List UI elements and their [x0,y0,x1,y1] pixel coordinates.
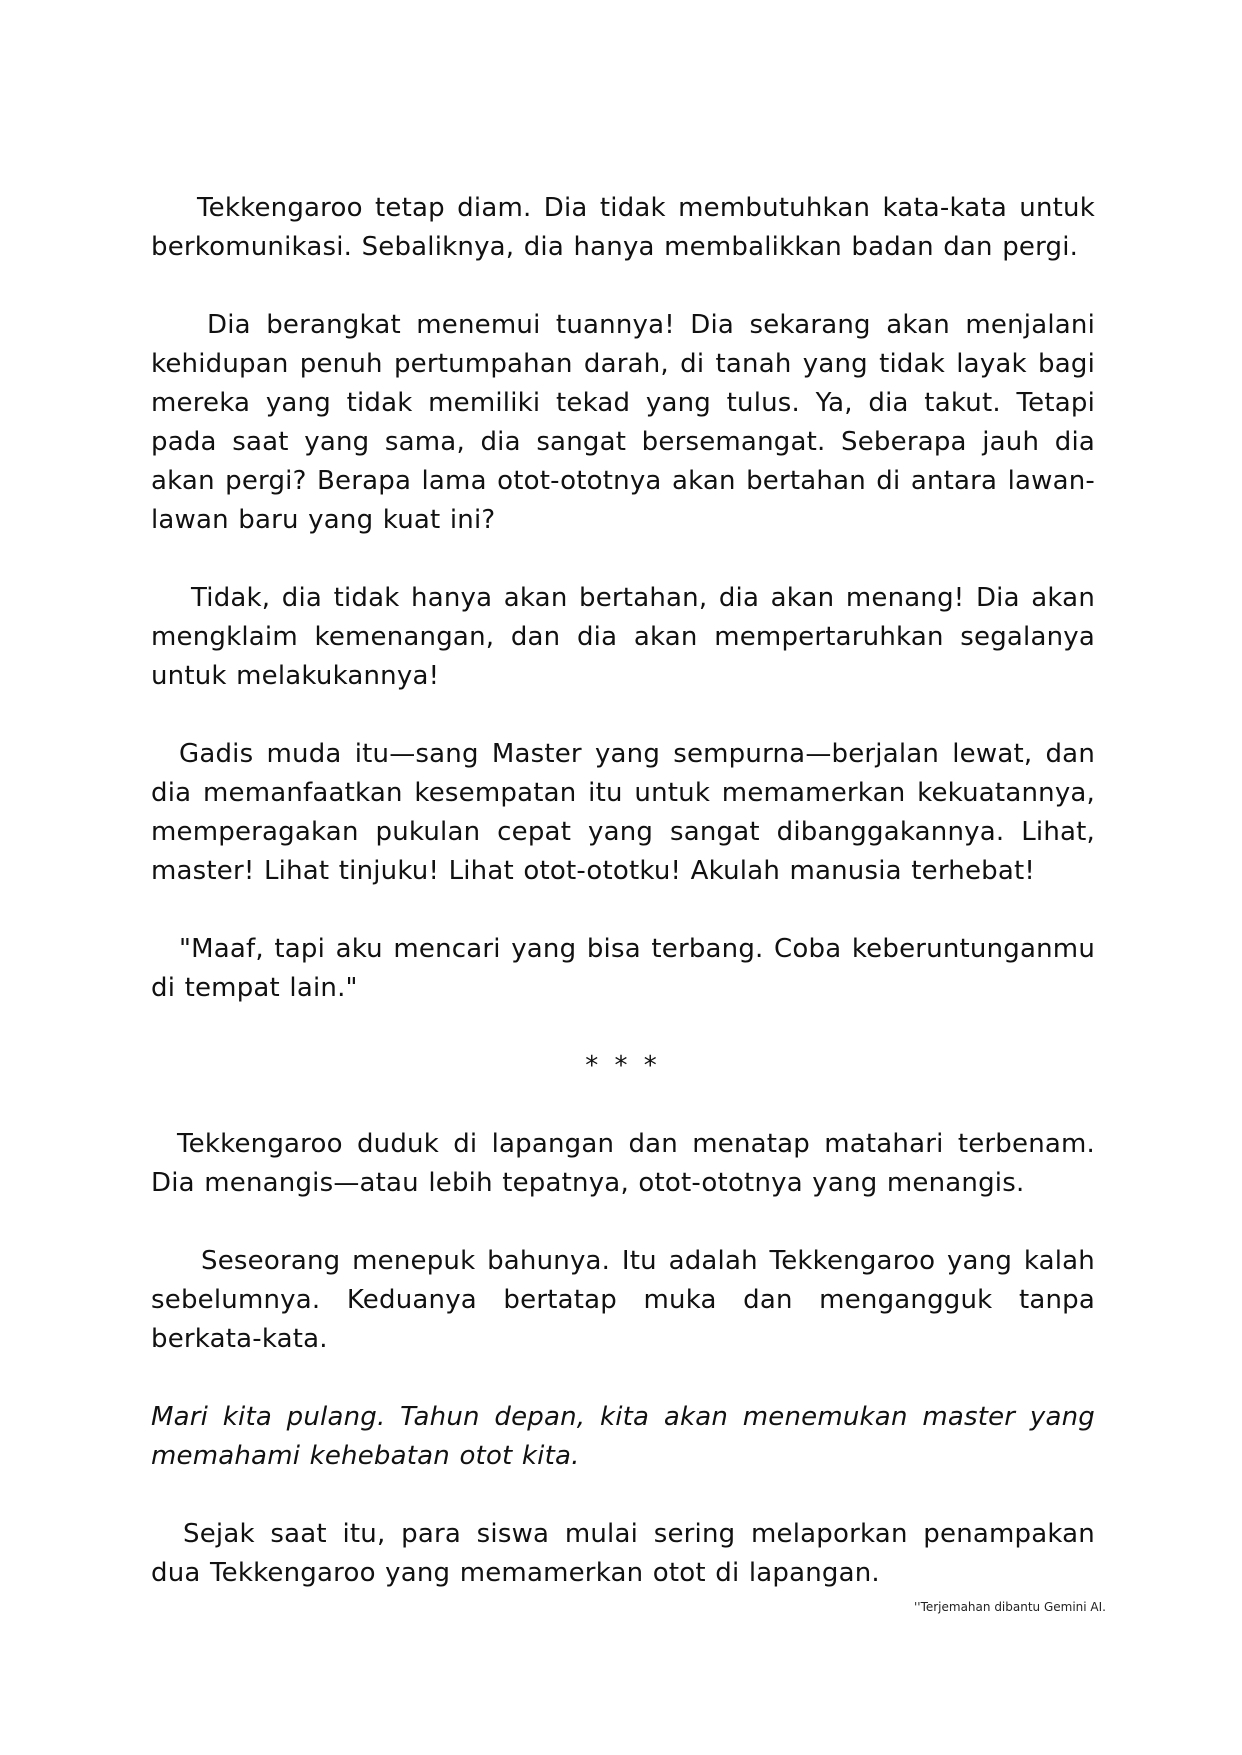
story-text [151,189,1095,1593]
paragraph: Tekkengaroo duduk di lapangan dan menatap matahari terbenam. Dia menangis—atau lebih tepatnya, otot-ototnya yang menangis. [151,1129,1095,1198]
paragraph: "Maaf, tapi aku mencari yang bisa terbang. Coba keberuntunganmu di tempat lain." [151,934,1095,1003]
translation-footnote: ''Terjemahan dibantu Gemini AI. [913,1600,1106,1614]
paragraph: Tekkengaroo tetap diam. Dia tidak membutuhkan kata-kata untuk berkomunikasi. Sebaliknya, dia hanya membalikkan badan dan pergi. [151,193,1095,262]
italic-paragraph: Mari kita pulang. Tahun depan, kita akan menemukan master yang memahami kehebatan otot kita. [151,1402,1095,1471]
paragraph: Gadis muda itu—sang Master yang sempurna—berjalan lewat, dan dia memanfaatkan kesempatan itu untuk memamerkan kekuatannya, memperagakan pukulan cepat yang sangat dibanggakannya. Lihat, master! Lihat tinjuku! Lihat otot-ototku! Akulah manusia terhebat! [151,739,1095,886]
scene-separator: * * * [585,1051,661,1081]
paragraph: Seseorang menepuk bahunya. Itu adalah Tekkengaroo yang kalah sebelumnya. Keduanya bertatap muka dan mengangguk tanpa berkata-kata. [151,1246,1095,1354]
paragraph: Dia berangkat menemui tuannya! Dia sekarang akan menjalani kehidupan penuh pertumpahan darah, di tanah yang tidak layak bagi mereka yang tidak memiliki tekad yang tulus. Ya, dia takut. Tetapi pada saat yang sama, dia sangat bersemangat. Seberapa jauh dia akan pergi? Berapa lama otot-ototnya akan bertahan di antara lawan-lawan baru yang kuat ini? [151,310,1095,535]
paragraph: Sejak saat itu, para siswa mulai sering melaporkan penampakan dua Tekkengaroo yang memamerkan otot di lapangan. [151,1519,1095,1588]
paragraph: Tidak, dia tidak hanya akan bertahan, dia akan menang! Dia akan mengklaim kemenangan, dan dia akan mempertaruhkan segalanya untuk melakukannya! [151,583,1095,691]
